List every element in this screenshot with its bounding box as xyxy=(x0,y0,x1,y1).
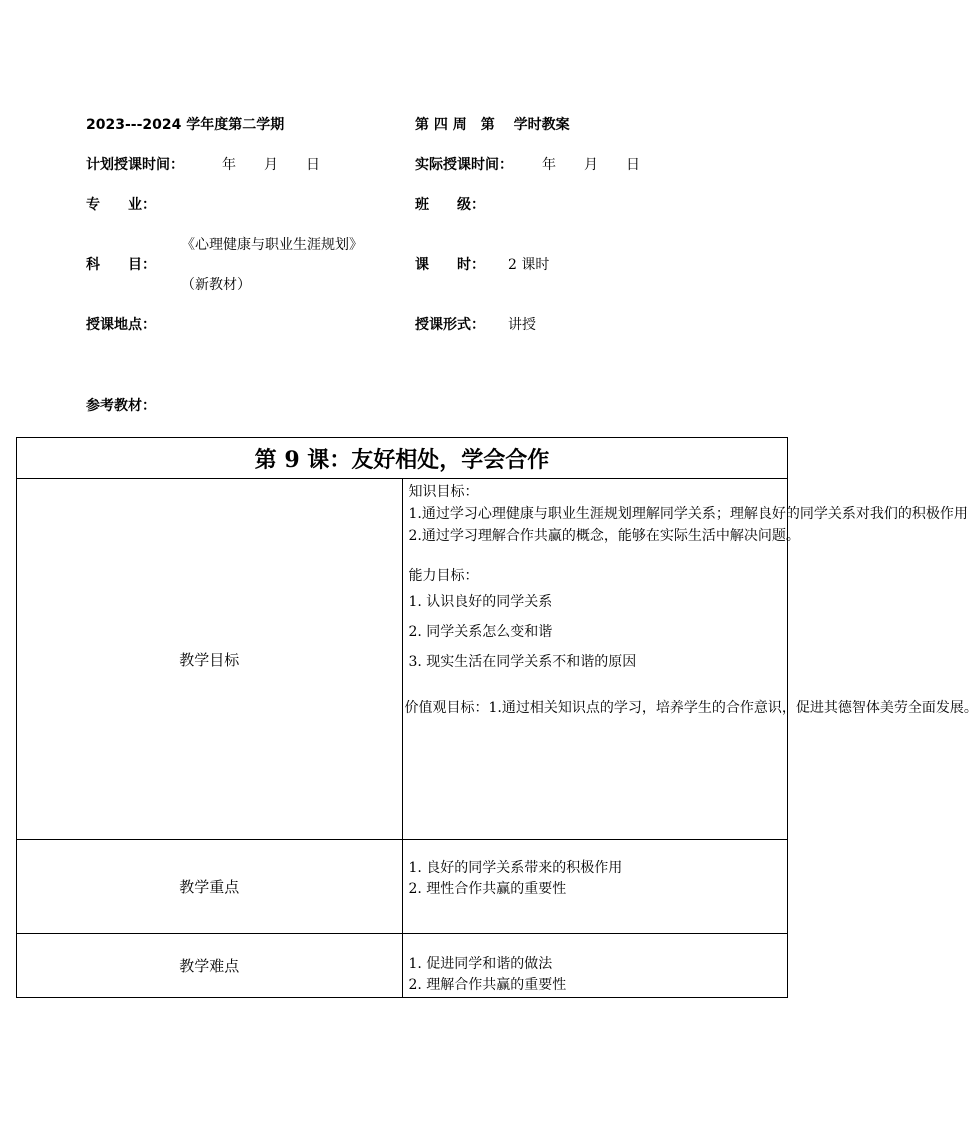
hours-label: 课 时： xyxy=(415,257,485,273)
ability-item-1: 1. 认识良好的同学关系 xyxy=(408,594,553,610)
knowledge-heading: 知识目标： xyxy=(408,484,479,500)
key-point-2: 2. 理性合作共赢的重要性 xyxy=(408,881,567,897)
week-label: 第 四 周 第 学时教案 xyxy=(415,117,570,133)
lesson-table xyxy=(16,437,978,998)
knowledge-item-2: 2.通过学习理解合作共赢的概念，能够在实际生活中解决问题。 xyxy=(408,528,800,544)
actual-date: 年 月 日 xyxy=(542,157,640,173)
goals-label: 教学目标 xyxy=(17,479,403,840)
key-points-content xyxy=(402,840,788,934)
key-point-1: 1. 良好的同学关系带来的积极作用 xyxy=(408,860,623,876)
lesson-title: 第 9 课：友好相处，学会合作 xyxy=(17,438,788,479)
planned-time-label: 计划授课时间： xyxy=(86,157,184,173)
class-label: 班 级： xyxy=(415,197,485,213)
subject-note: （新教材） xyxy=(181,277,251,293)
difficult-points-content xyxy=(402,934,788,998)
reference-label: 参考教材： xyxy=(86,398,156,414)
knowledge-item-1: 1.通过学习心理健康与职业生涯规划理解同学关系；理解良好的同学关系对我们的积极作用 xyxy=(408,506,968,522)
term-label: 2023---2024 学年度第二学期 xyxy=(86,117,285,133)
actual-time-label: 实际授课时间： xyxy=(415,157,513,173)
hours-value: 2 课时 xyxy=(508,257,550,273)
location-label: 授课地点： xyxy=(86,317,156,333)
key-points-label: 教学重点 xyxy=(17,840,403,934)
ability-item-2: 2. 同学关系怎么变和谐 xyxy=(408,624,553,640)
form-value: 讲授 xyxy=(508,317,536,333)
goals-content xyxy=(402,479,978,840)
ability-item-3: 3. 现实生活在同学关系不和谐的原因 xyxy=(408,654,637,670)
planned-date: 年 月 日 xyxy=(222,157,320,173)
subject-label: 科 目： xyxy=(86,257,156,273)
form-label: 授课形式： xyxy=(415,317,485,333)
ability-heading: 能力目标： xyxy=(408,568,479,584)
major-label: 专 业： xyxy=(86,197,156,213)
values-goal: 价值观目标：1.通过相关知识点的学习，培养学生的合作意识，促进其德智体美劳全面发展。 xyxy=(404,700,978,716)
difficult-point-2: 2. 理解合作共赢的重要性 xyxy=(408,977,567,993)
subject-name: 《心理健康与职业生涯规划》 xyxy=(181,237,363,253)
difficult-points-label: 教学难点 xyxy=(17,934,403,998)
difficult-point-1: 1. 促进同学和谐的做法 xyxy=(408,956,553,972)
